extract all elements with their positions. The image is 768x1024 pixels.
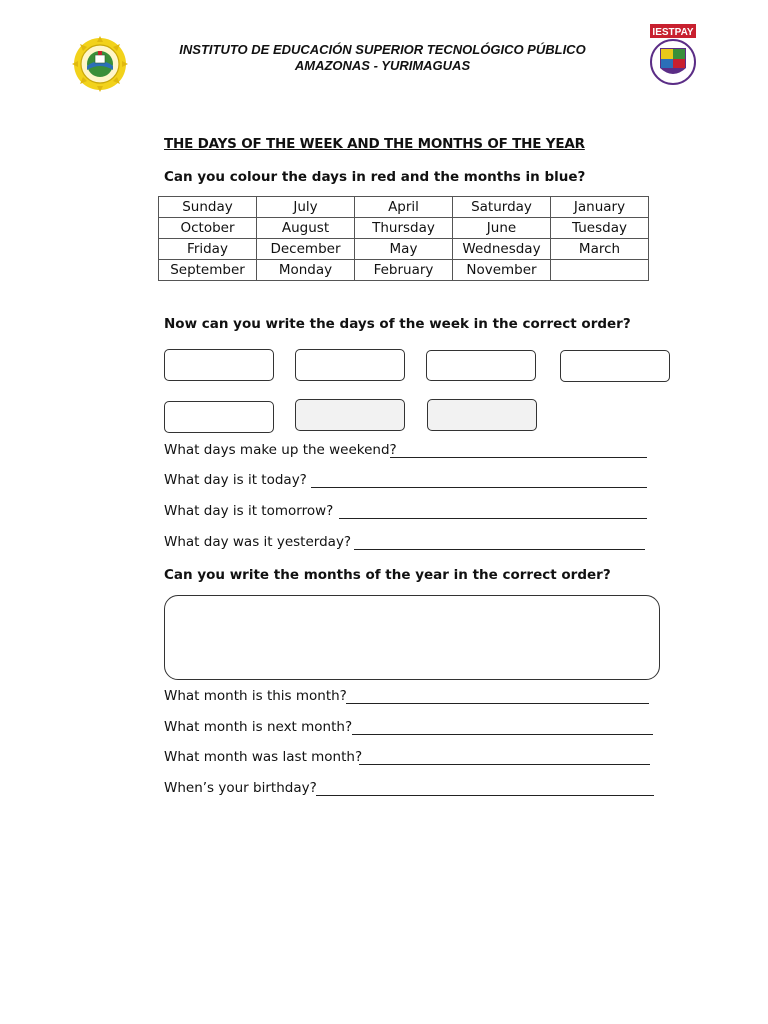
table-cell: Saturday bbox=[453, 197, 551, 218]
months-order-instruction: Can you write the months of the year in the correct order? bbox=[164, 567, 611, 583]
yesterday-question bbox=[164, 534, 351, 550]
table-cell: July bbox=[257, 197, 355, 218]
table-cell: November bbox=[453, 260, 551, 281]
table-cell: April bbox=[355, 197, 453, 218]
institution-name-line1: INSTITUTO DE EDUCACIÓN SUPERIOR TECNOLÓGICO PÚBLICO bbox=[179, 42, 586, 57]
today-question bbox=[164, 472, 307, 488]
question-text: When’s your birthday? bbox=[164, 780, 317, 796]
table-cell: Monday bbox=[257, 260, 355, 281]
day-answer-box-3[interactable] bbox=[426, 350, 536, 381]
day-answer-box-2[interactable] bbox=[295, 349, 405, 381]
table-cell: Sunday bbox=[159, 197, 257, 218]
table-cell: Tuesday bbox=[551, 218, 649, 239]
day-answer-box-1[interactable] bbox=[164, 349, 274, 381]
table-cell: September bbox=[159, 260, 257, 281]
table-cell: Wednesday bbox=[453, 239, 551, 260]
next-month-question bbox=[164, 719, 352, 735]
institute-seal-logo bbox=[68, 36, 132, 92]
days-order-instruction: Now can you write the days of the week in the correct order? bbox=[164, 316, 631, 332]
answer-line[interactable] bbox=[339, 518, 647, 519]
table-cell bbox=[551, 260, 649, 281]
table-cell: December bbox=[257, 239, 355, 260]
answer-line[interactable] bbox=[390, 457, 647, 458]
institution-name-line2: AMAZONAS - YURIMAGUAS bbox=[294, 58, 471, 73]
answer-line[interactable] bbox=[359, 764, 650, 765]
table-cell: February bbox=[355, 260, 453, 281]
worksheet-title: THE DAYS OF THE WEEK AND THE MONTHS OF THE YEAR bbox=[164, 136, 585, 152]
question-text: What day is it tomorrow? bbox=[164, 503, 334, 519]
table-cell: May bbox=[355, 239, 453, 260]
table-cell: August bbox=[257, 218, 355, 239]
answer-line[interactable] bbox=[311, 487, 647, 488]
birthday-question bbox=[164, 780, 317, 796]
table-row bbox=[159, 197, 649, 218]
question-text: What month is next month? bbox=[164, 719, 353, 735]
institution-header bbox=[130, 42, 635, 74]
question-text: What month is this month? bbox=[164, 688, 347, 704]
question-text: What day is it today? bbox=[164, 472, 307, 488]
table-cell: January bbox=[551, 197, 649, 218]
this-month-question bbox=[164, 688, 347, 704]
table-row bbox=[159, 218, 649, 239]
table-cell: Thursday bbox=[355, 218, 453, 239]
table-row bbox=[159, 239, 649, 260]
last-month-question bbox=[164, 749, 362, 765]
months-answer-box[interactable] bbox=[164, 595, 660, 680]
day-answer-box-6[interactable] bbox=[295, 399, 405, 431]
day-answer-box-7[interactable] bbox=[427, 399, 537, 431]
table-row bbox=[159, 260, 649, 281]
question-text: What month was last month? bbox=[164, 749, 363, 765]
table-cell: October bbox=[159, 218, 257, 239]
table-cell: Friday bbox=[159, 239, 257, 260]
tomorrow-question bbox=[164, 503, 333, 519]
right-logo-text: IESTPAY bbox=[652, 27, 694, 38]
day-answer-box-4[interactable] bbox=[560, 350, 670, 382]
question-text: What days make up the weekend? bbox=[164, 442, 397, 458]
iestpay-shield-logo bbox=[646, 24, 700, 86]
table-cell: March bbox=[551, 239, 649, 260]
weekend-question bbox=[164, 442, 397, 458]
answer-line[interactable] bbox=[316, 795, 654, 796]
colour-instruction: Can you colour the days in red and the months in blue? bbox=[164, 169, 586, 185]
day-answer-box-5[interactable] bbox=[164, 401, 274, 433]
answer-line[interactable] bbox=[352, 734, 653, 735]
days-months-word-table bbox=[158, 196, 649, 281]
table-cell: June bbox=[453, 218, 551, 239]
answer-line[interactable] bbox=[346, 703, 649, 704]
answer-line[interactable] bbox=[354, 549, 645, 550]
question-text: What day was it yesterday? bbox=[164, 534, 352, 550]
